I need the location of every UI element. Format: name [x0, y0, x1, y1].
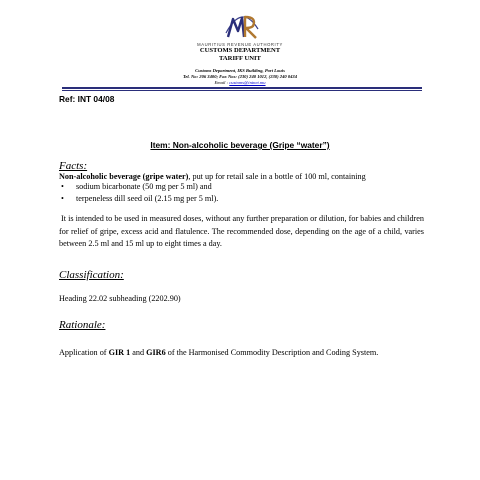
- rationale-text-part: Application of: [59, 348, 109, 357]
- header-rule-thick: [62, 87, 422, 89]
- email-label: Email :: [214, 80, 229, 85]
- logo-letter-m: [228, 18, 244, 37]
- authority-name: MAURITIUS REVENUE AUTHORITY: [197, 42, 283, 47]
- list-item: • terpeneless dill seed oil (2.15 mg per 5 ml).: [59, 193, 218, 205]
- rationale-text: [59, 344, 424, 361]
- facts-intro-rest: , put up for retail sale in a bottle of 100 ml, containing: [188, 172, 366, 181]
- rationale-text-part: of the Harmonised Commodity Description and Coding System.: [165, 348, 379, 357]
- item-title: [0, 140, 480, 150]
- rationale-text-part: and: [130, 348, 147, 357]
- address-line: Customs Department, IKS Building, Port Louis: [195, 68, 285, 73]
- facts-heading: Facts:: [59, 160, 88, 172]
- tel-fax-line: Tel. No: 206 3400; Fax Nos: (230) 240 1012, (230) 240 0434: [182, 74, 298, 79]
- header-rule-thin: [62, 90, 422, 91]
- email-link[interactable]: customs@intnet.mu: [229, 80, 266, 85]
- item-title-text: Item: Non-alcoholic beverage (Gripe “water”): [150, 140, 330, 150]
- mra-logo: [224, 9, 260, 41]
- unit-name: TARIFF UNIT: [219, 55, 261, 62]
- email-line: [0, 80, 480, 85]
- ingredient-list: [59, 181, 218, 206]
- reference-number: Ref: INT 04/08: [59, 94, 115, 104]
- product-name: Non-alcoholic beverage (gripe water): [59, 172, 189, 181]
- gir-1: GIR 1: [108, 348, 131, 357]
- rationale-heading: Rationale:: [59, 319, 106, 331]
- department-name: CUSTOMS DEPARTMENT: [199, 47, 281, 54]
- list-item: • sodium bicarbonate (50 mg per 5 ml) and: [59, 181, 218, 193]
- facts-paragraph: It is intended to be used in measured doses, without any further preparation or dilution, for babies and children for relief of gripe, excess acid and flatulence. The recommended dose, depending on the age of a child, varies between 2.5 ml and 15 ml up to eight times a day.: [59, 214, 424, 248]
- classification-text: Heading 22.02 subheading (2202.90): [59, 294, 181, 303]
- classification-heading: Classification:: [59, 269, 124, 281]
- gir-6: GIR6: [146, 348, 166, 357]
